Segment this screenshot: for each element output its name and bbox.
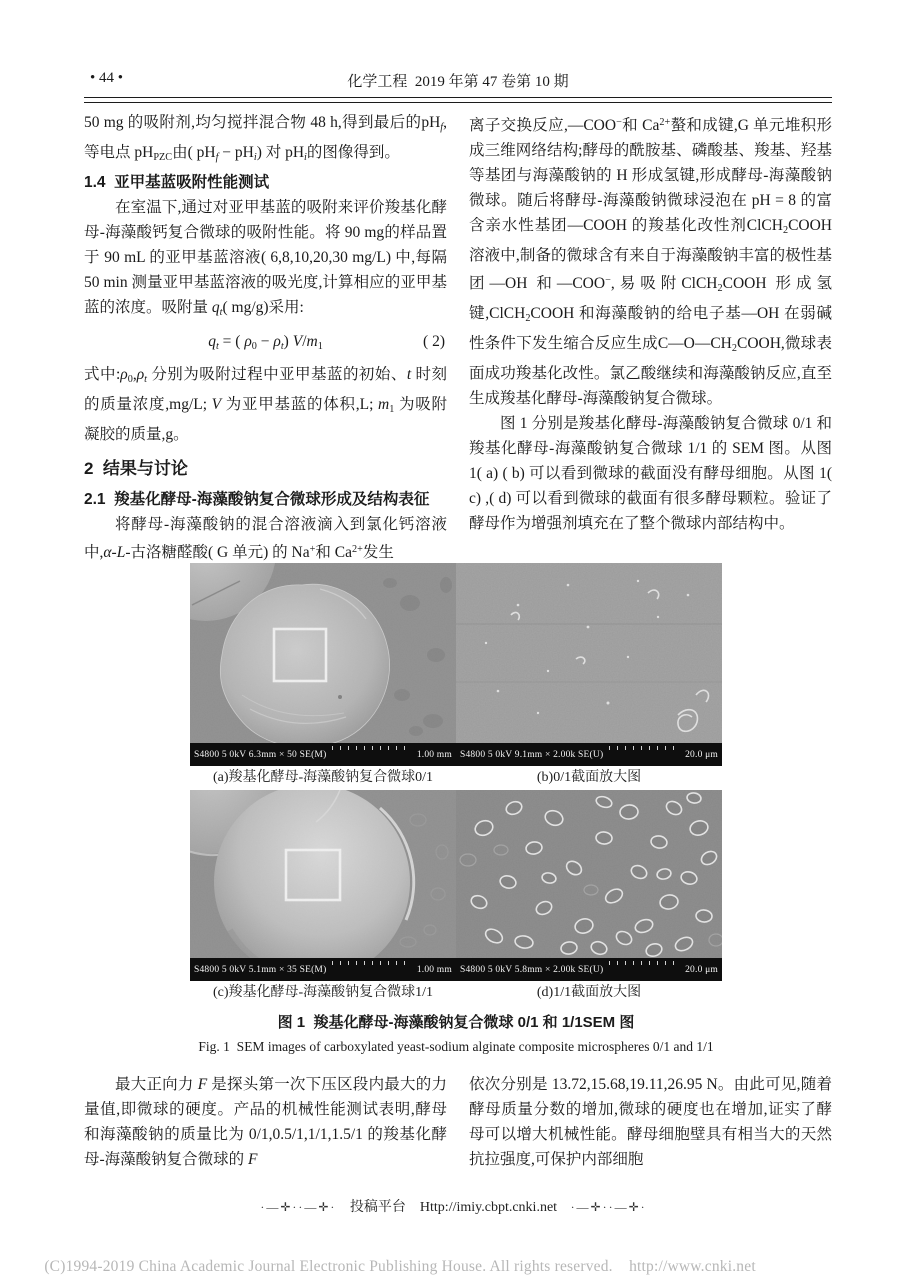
submission-label: 投稿平台 [349, 1200, 406, 1215]
column-right [469, 110, 832, 565]
figure-1-block [190, 563, 722, 1057]
journal-title-line: 化学工程 2019 年第 47 卷第 10 期 [347, 74, 569, 90]
caption-row-1 [190, 766, 722, 790]
paragraph-ion-exchange: 离子交换反应,—COO−和 $Ca^{2+}$螯和成键,G 单元堆积形成三维网络结构;酵母的酰胺基、磷酸基、羧基、羟基等基团与海藻酸钠的 H 形成氢键,形成酵母-海藻酸钠微球。随后将酵母-海藻酸钠微球浸泡在 pH = 8 的富含亲水性基团—COOH 的羧基化改性剂ClCH2COOH 溶液中,制备的微球含有来自于海藻酸钠丰富的极性基团—OH 和—COO−,易吸附ClCH2COOH 形成氢键,ClCH2COOH 和海藻酸钠的给电子基—OH 在弱碱性条件下发生缩合反应生成C—O—CH2COOH,微球表面成功羧基化改性。氯乙酸继续和海藻酸钠反应,直至生成羧基化酵母-海藻酸钠复合微球。 [469, 117, 832, 408]
sem-info-bar-c [190, 958, 456, 981]
sem-row-1 [190, 563, 722, 766]
sem-scale-ruler-d [609, 961, 679, 965]
ornament-right: ·—✛··—✛· [570, 1200, 647, 1214]
sem-scale-ruler-a [332, 746, 410, 750]
sem-image-a [190, 563, 456, 743]
panel-caption-d: (d)1/1截面放大图 [536, 985, 642, 1000]
sem-panel-a [190, 563, 456, 766]
figure-title-cn: 图 1 羧基化酵母-海藻酸钠复合微球 0/1 和 1/1SEM 图 [277, 1014, 635, 1031]
sem-scale-text-c: 1.00 mm [416, 964, 452, 975]
caption-row-2 [190, 981, 722, 1005]
sem-panel-b [456, 563, 722, 766]
sem-info-text-d: S4800 5 0kV 5.8mm × 2.00k SE(U) [460, 964, 604, 975]
sem-image-c [190, 790, 456, 958]
sem-info-bar-b [456, 743, 722, 766]
sem-scale-text-d: 20.0 μm [685, 964, 718, 975]
column-left-lower [84, 1072, 447, 1172]
ornament-left: ·—✛··—✛· [260, 1200, 337, 1214]
paragraph-methylene-blue-test: 在室温下,通过对亚甲基蓝的吸附来评价羧基化酵母-海藻酸钙复合微球的吸附性能。将 90 mg的样品置于 90 mL 的亚甲基蓝溶液( 6,8,10,20,30 mg/L) 中,每隔 50 min 测量亚甲基蓝溶液的吸光度,计算相应的亚甲基蓝的浓度。吸附量 qt( mg/g)采用: [84, 199, 447, 319]
panel-caption-c: (c)羧基化酵母-海藻酸钠复合微球1/1 [212, 985, 434, 1000]
equation-2 [84, 329, 447, 360]
submission-platform-line [0, 1196, 907, 1216]
section-heading-1-4: 1.4 亚甲基蓝吸附性能测试 [84, 174, 270, 192]
panel-caption-a: (a)羧基化酵母-海藻酸钠复合微球0/1 [212, 770, 434, 785]
page-number: • 44 • [90, 70, 124, 86]
sem-info-text-c: S4800 5 0kV 5.1mm × 35 SE(M) [194, 964, 327, 975]
copyright-url: http://www.cnki.net [629, 1258, 756, 1275]
panel-caption-b: (b)0/1截面放大图 [536, 770, 642, 785]
sem-panel-d [456, 790, 722, 981]
equation-number: ( 2) [423, 333, 445, 351]
paragraph-max-force: 最大正向力 F 是探头第一次下压区段内最大的力量值,即微球的硬度。产品的机械性能测试表明,酵母和海藻酸钠的质量比为 0/1,0.5/1,1/1,1.5/1 的羧基化酵母-海藻酸钠复合微球的 F [84, 1076, 447, 1168]
figure-title-en: Fig. 1 SEM images of carboxylated yeast-sodium alginate composite microspheres 0/1 and 1/1 [198, 1039, 714, 1054]
paragraph-force-values: 依次分别是 13.72,15.68,19.11,26.95 N。由此可见,随着酵母质量分数的增加,微球的硬度也在增加,证实了酵母可以增大机械性能。酵母细胞壁具有相当大的天然抗拉强度,可保护内部细胞 [469, 1076, 832, 1168]
sem-info-text-a: S4800 5 0kV 6.3mm × 50 SE(M) [194, 749, 327, 760]
paragraph-ph-continued: 50 mg 的吸附剂,均匀搅拌混合物 48 h,得到最后的pHf,等电点 pHPZC由( pHf − pHi) 对 pHi的图像得到。 [84, 114, 447, 164]
sem-info-bar-a [190, 743, 456, 766]
sem-scale-text-b: 20.0 μm [685, 749, 718, 760]
paragraph-microsphere-formation: 将酵母-海藻酸钠的混合溶液滴入到氯化钙溶液中,α-L-古洛糖醛酸( G 单元) 的 Na+和 $Ca^{2+}$发生 [84, 516, 447, 562]
column-left [84, 110, 447, 565]
sem-scale-ruler-c [332, 961, 410, 965]
sem-scale-text-a: 1.00 mm [416, 749, 452, 760]
sem-panel-c [190, 790, 456, 981]
copyright-text: (C)1994-2019 China Academic Journal Electronic Publishing House. All rights reserved. [44, 1258, 630, 1275]
copyright-line [28, 1240, 756, 1280]
section-heading-2-1: 2.1 羧基化酵母-海藻酸钠复合微球形成及结构表征 [84, 491, 430, 509]
sem-image-d [456, 790, 722, 958]
paragraph-equation-terms: 式中:ρ0,ρt 分别为吸附过程中亚甲基蓝的初始、t 时刻的质量浓度,mg/L; V 为亚甲基蓝的体积,L; m1 为吸附凝胶的质量,g。 [84, 366, 447, 444]
equation-body: qt = ( ρ0 − ρt) V/m1 [208, 333, 323, 353]
sem-info-text-b: S4800 5 0kV 9.1mm × 2.00k SE(U) [460, 749, 604, 760]
upper-columns [84, 110, 832, 565]
submission-url: Http://imiy.cbpt.cnki.net [419, 1200, 558, 1215]
sem-row-2 [190, 790, 722, 981]
page-header [84, 70, 832, 94]
section-heading-2: 2 结果与讨论 [84, 459, 188, 479]
sem-info-bar-d [456, 958, 722, 981]
lower-columns [84, 1072, 832, 1172]
sem-image-b [456, 563, 722, 743]
sem-scale-ruler-b [609, 746, 679, 750]
paragraph-figure1-description: 图 1 分别是羧基化酵母-海藻酸钠复合微球 0/1 和羧基化酵母-海藻酸钠复合微球 1/1 的 SEM 图。从图 1( a) ( b) 可以看到微球的截面没有酵母细胞。从图 1( c) ,( d) 可以看到微球的截面有很多酵母颗粒。验证了酵母作为增强剂填充在了整个微球内部结构中。 [469, 415, 832, 533]
column-right-lower [469, 1072, 832, 1172]
header-rule [84, 97, 832, 103]
